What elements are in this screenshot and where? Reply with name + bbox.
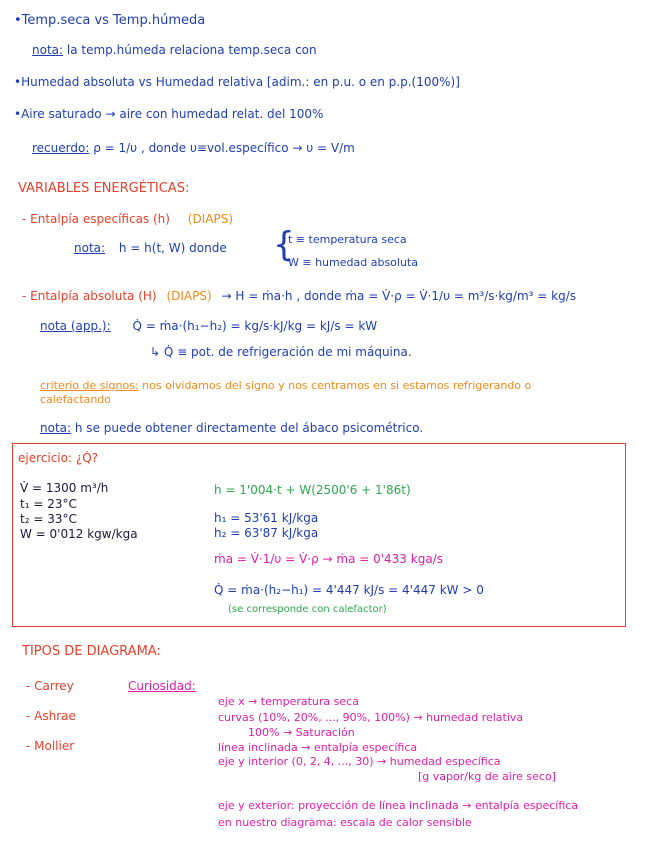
exercise-heat-note: (se corresponde con calefactor): [228, 604, 387, 615]
nota-label: nota:: [40, 421, 72, 435]
curiosidad-line: línea inclinada → entalpía específica: [218, 741, 418, 754]
diaps-tag: (DIAPS): [187, 212, 234, 226]
exercise-heat: Q̇ = ṁa·(h₂−h₁) = 4'447 kJ/s = 4'447 kW > 0: [214, 583, 484, 597]
exercise-t1: t₁ = 23°C: [20, 497, 77, 511]
nota-label: nota:: [32, 43, 64, 57]
def-humidity: W ≡ humedad absoluta: [288, 256, 418, 269]
curiosidad-line: eje y exterior: proyección de línea inclinada → entalpía específica: [218, 799, 579, 812]
exercise-mass-flow: ṁa = V̇·1/υ = V̇·ρ → ṁa = 0'433 kga/s: [214, 552, 443, 566]
note-line-saturated: •Aire saturado → aire con humedad relat. del 100%: [14, 107, 324, 121]
curiosidad-label: Curiosidad:: [128, 679, 196, 693]
nota-app-formula: Q̇ = ṁa·(h₁−h₂) = kg/s·kJ/kg = kJ/s = kW: [132, 319, 378, 333]
enthalpy-absolute-label: - Entalpía absoluta (H): [22, 289, 157, 303]
enthalpy-specific-label: - Entalpía específicas (h): [22, 212, 170, 226]
nota-abaco-text: h se puede obtener directamente del ábaco psicométrico.: [74, 421, 424, 435]
nota-app-line: [40, 320, 377, 334]
enthalpy-absolute-formula: → H = ṁa·h , donde ṁa = V̇·ρ = V̇·1/υ = m³/s·kg/m³ = kg/s: [221, 289, 576, 303]
nota-app-label: nota (app.):: [40, 319, 111, 333]
enthalpy-absolute-line: [22, 290, 576, 304]
exercise-h2: h₂ = 63'87 kJ/kga: [214, 526, 319, 540]
note-line-humid-temp: [32, 44, 317, 58]
curiosidad-line: curvas (10%, 20%, ..., 90%, 100%) → humedad relativa: [218, 711, 524, 724]
exercise-w: W = 0'012 kgw/kga: [20, 527, 138, 541]
diagram-type-item: - Ashrae: [26, 709, 76, 723]
section-heading-tipos: TIPOS DE DIAGRAMA:: [22, 644, 161, 659]
recuerdo-text: ρ = 1/υ , donde υ≡vol.específico → υ = V/m: [93, 141, 355, 155]
exercise-h-formula: h = 1'004·t + W(2500'6 + 1'86t): [214, 483, 411, 497]
enthalpy-specific-line: [22, 213, 233, 227]
note-line-density: [32, 142, 355, 156]
brace-icon: {: [273, 225, 295, 265]
criterio-label: criterio de signos:: [40, 379, 139, 392]
exercise-flow: V̇ = 1300 m³/h: [20, 481, 109, 495]
section-heading-variables: VARIABLES ENERGÉTICAS:: [18, 181, 190, 196]
curiosidad-line: 100% → Saturación: [248, 726, 355, 739]
exercise-title: ejercicio: ¿Q̇?: [18, 451, 99, 465]
criterio-text: nos olvidamos del signo y nos centramos en si estamos refrigerando o: [142, 379, 532, 392]
recuerdo-label: recuerdo:: [32, 141, 90, 155]
criterio-line: [40, 380, 531, 393]
exercise-h1: h₁ = 53'61 kJ/kga: [214, 511, 319, 525]
curiosidad-line: en nuestro diagrama: escala de calor sensible: [218, 816, 472, 829]
curiosidad-line: eje y interior (0, 2, 4, ..., 30) → humedad específica: [218, 755, 501, 768]
note-line-temp: •Temp.seca vs Temp.húmeda: [14, 13, 206, 28]
diaps-tag: (DIAPS): [166, 289, 212, 303]
note-line-humidity: •Humedad absoluta vs Humedad relativa [adim.: en p.u. o en p.p.(100%)]: [14, 75, 460, 89]
nota-label: nota:: [74, 241, 106, 255]
nota-enthalpy-formula: h = h(t, W) donde: [118, 241, 227, 255]
exercise-t2: t₂ = 33°C: [20, 512, 77, 526]
def-temperature: t ≡ temperatura seca: [288, 233, 407, 246]
criterio-line-2: calefactando: [40, 393, 112, 406]
nota-enthalpy-line: [74, 242, 227, 256]
diagram-type-item: - Carrey: [26, 679, 74, 693]
nota-text: la temp.húmeda relaciona temp.seca con: [66, 43, 317, 57]
curiosidad-line: eje x → temperatura seca: [218, 695, 359, 708]
curiosidad-line: [g vapor/kg de aire seco]: [418, 770, 556, 783]
diagram-type-item: - Mollier: [26, 739, 75, 753]
nota-app-arrow: ↳ Q̇ ≡ pot. de refrigeración de mi máquina.: [150, 345, 412, 359]
nota-abaco-line: [40, 422, 423, 436]
